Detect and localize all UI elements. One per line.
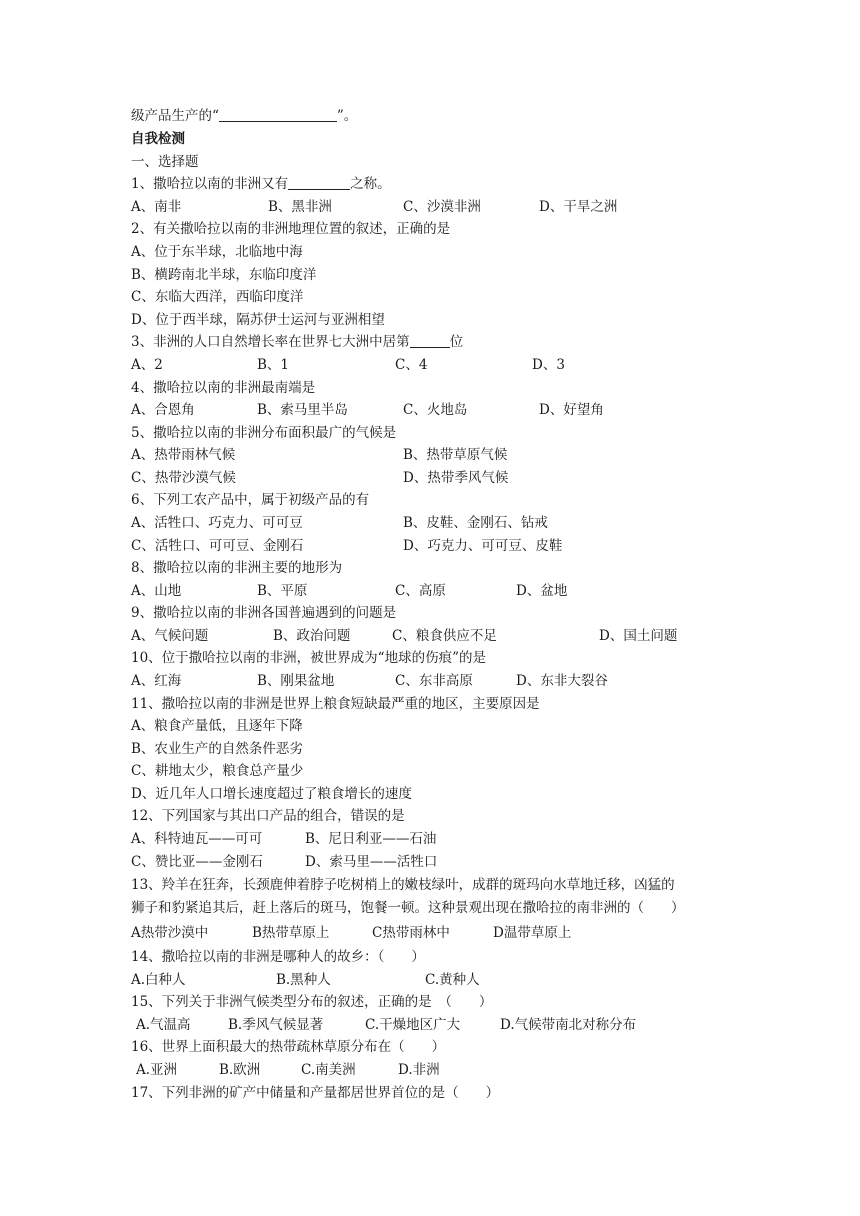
- question-2-option-c: C、东临大西洋，西临印度洋: [131, 289, 304, 305]
- question-16-options: [131, 1060, 731, 1080]
- option-b: B.季风气候显著: [228, 1017, 324, 1033]
- option-b: B、平原: [257, 583, 308, 599]
- option-c: C.干燥地区广大: [365, 1017, 461, 1033]
- option-d: D、巧克力、可可豆、皮鞋: [403, 538, 563, 554]
- option-b: B、索马里半岛: [257, 402, 348, 418]
- option-d: D、索马里——活牲口: [305, 854, 438, 870]
- question-9: 9、撒哈拉以南的非洲各国普遍遇到的问题是: [131, 605, 397, 621]
- fill-blank: [288, 175, 350, 190]
- question-8: 8、撒哈拉以南的非洲主要的地形为: [131, 560, 343, 576]
- question-5-options-cd: [131, 468, 731, 488]
- question-17: 17、下列非洲的矿产中储量和产量都居世界首位的是（ ）: [131, 1085, 500, 1101]
- question-4: 4、撒哈拉以南的非洲最南端是: [131, 380, 316, 396]
- option-a: A、南非: [131, 199, 182, 215]
- question-1-pre: 1、撒哈拉以南的非洲又有: [131, 176, 289, 192]
- option-a: A、合恩角: [131, 402, 195, 418]
- question-13-line-2: 狮子和豹紧追其后，赶上落后的斑马，饱餐一顿。这种景观出现在撒哈拉的南非洲的（ ）: [131, 900, 685, 916]
- fill-blank: [219, 107, 337, 122]
- subsection-title: 一、选择题: [131, 154, 199, 170]
- option-c: C.南美洲: [301, 1062, 356, 1078]
- question-10-options: [131, 671, 731, 691]
- question-13-line-1: 13、羚羊在狂奔，长颈鹿伸着脖子吃树梢上的嫩枝绿叶，成群的斑玛向水草地迁移，凶猛的: [131, 877, 675, 893]
- question-4-options: [131, 400, 731, 420]
- option-b: B.黑种人: [276, 972, 331, 988]
- option-a: A、活牲口、巧克力、可可豆: [131, 515, 303, 531]
- question-3-options: [131, 355, 731, 375]
- question-6: 6、下列工农产品中，属于初级产品的有: [131, 492, 370, 508]
- option-a: A、红海: [131, 673, 182, 689]
- question-12-options-cd: [131, 852, 731, 872]
- option-b: B、1: [257, 357, 290, 373]
- option-d: D、3: [532, 357, 565, 373]
- question-15-options: [131, 1015, 731, 1035]
- intro-line: [131, 106, 357, 126]
- question-1: [131, 174, 391, 194]
- option-c: C、4: [395, 357, 428, 373]
- question-10: 10、位于撒哈拉以南的非洲，被世界成为“地球的伤痕”的是: [131, 650, 486, 666]
- question-2-option-b: B、横跨南北半球，东临印度洋: [131, 267, 317, 283]
- question-12-options-ab: [131, 829, 731, 849]
- option-c: C、活牲口、可可豆、金刚石: [131, 538, 304, 554]
- option-b: B热带草原上: [252, 925, 330, 941]
- option-a: A.白种人: [131, 972, 186, 988]
- question-5-options-ab: [131, 445, 731, 465]
- question-5: 5、撒哈拉以南的非洲分布面积最广的气候是: [131, 425, 397, 441]
- option-d: D、盆地: [516, 583, 568, 599]
- section-title: 自我检测: [131, 131, 185, 147]
- question-11-option-d: D、近几年人口增长速度超过了粮食增长的速度: [131, 786, 412, 802]
- option-a: A.亚洲: [136, 1062, 178, 1078]
- option-b: B、尼日利亚——石油: [305, 831, 437, 847]
- option-b: B.欧洲: [219, 1062, 261, 1078]
- option-c: C、东非高原: [395, 673, 473, 689]
- question-1-post: 之称。: [350, 176, 391, 192]
- question-2: 2、有关撒哈拉以南的非洲地理位置的叙述，正确的是: [131, 221, 451, 237]
- option-c: C、高原: [395, 583, 446, 599]
- option-d: D、东非大裂谷: [516, 673, 608, 689]
- question-9-options: [131, 626, 731, 646]
- option-d: D.非洲: [398, 1062, 440, 1078]
- option-c: C、粮食供应不足: [392, 628, 497, 644]
- option-d: D、热带季风气候: [403, 470, 509, 486]
- question-3-post: 位: [449, 334, 464, 350]
- option-b: B、黑非洲: [268, 199, 332, 215]
- option-a: A热带沙漠中: [131, 925, 209, 941]
- option-b: B、政治问题: [273, 628, 351, 644]
- option-d: D温带草原上: [493, 925, 572, 941]
- question-12: 12、下列国家与其出口产品的组合，错误的是: [131, 808, 405, 824]
- option-c: C、沙漠非洲: [403, 199, 481, 215]
- option-d: D、国土问题: [599, 628, 678, 644]
- option-a: A、科特迪瓦——可可: [131, 831, 263, 847]
- option-b: B、刚果盆地: [257, 673, 335, 689]
- question-2-option-d: D、位于西半球，隔苏伊士运河与亚洲相望: [131, 312, 385, 328]
- option-a: A、山地: [131, 583, 182, 599]
- fill-blank: [410, 333, 450, 348]
- question-2-option-a: A、位于东半球，北临地中海: [131, 244, 303, 260]
- option-c: C、火地岛: [403, 402, 468, 418]
- question-8-options: [131, 581, 731, 601]
- option-c: C热带雨林中: [372, 925, 450, 941]
- question-14: 14、撒哈拉以南的非洲是哪种人的故乡：（ ）: [131, 949, 425, 965]
- question-11: 11、撒哈拉以南的非洲是世界上粮食短缺最严重的地区，主要原因是: [131, 696, 540, 712]
- option-a: A、气候问题: [131, 628, 209, 644]
- option-b: B、热带草原气候: [403, 447, 508, 463]
- question-6-options-cd: [131, 536, 731, 556]
- option-d: D.气候带南北对称分布: [500, 1017, 637, 1033]
- question-11-option-a: A、粮食产量低，且逐年下降: [131, 718, 303, 734]
- option-d: D、好望角: [539, 402, 604, 418]
- question-11-option-c: C、耕地太少，粮食总产量少: [131, 763, 304, 779]
- option-a: A、2: [131, 357, 163, 373]
- question-16: 16、世界上面积最大的热带疏林草原分布在（ ）: [131, 1039, 446, 1055]
- question-13-options: [131, 923, 731, 943]
- option-a: A.气温高: [136, 1017, 191, 1033]
- question-15: 15、下列关于非洲气候类型分布的叙述，正确的是 （ ）: [131, 994, 493, 1010]
- option-c: C.黄种人: [425, 972, 480, 988]
- question-14-options: [131, 970, 731, 990]
- option-b: B、皮鞋、金刚石、钻戒: [403, 515, 548, 531]
- question-3-pre: 3、非洲的人口自然增长率在世界七大洲中居第: [131, 334, 410, 350]
- option-c: C、热带沙漠气候: [131, 470, 236, 486]
- question-1-options: [131, 197, 731, 217]
- question-11-option-b: B、农业生产的自然条件恶劣: [131, 741, 303, 757]
- option-a: A、热带雨林气候: [131, 447, 236, 463]
- option-d: D、干旱之洲: [539, 199, 618, 215]
- option-c: C、赞比亚——金刚石: [131, 854, 263, 870]
- question-6-options-ab: [131, 513, 731, 533]
- intro-pre: 级产品生产的“: [131, 108, 219, 124]
- intro-post: ”。: [336, 108, 358, 124]
- question-3: [131, 332, 463, 352]
